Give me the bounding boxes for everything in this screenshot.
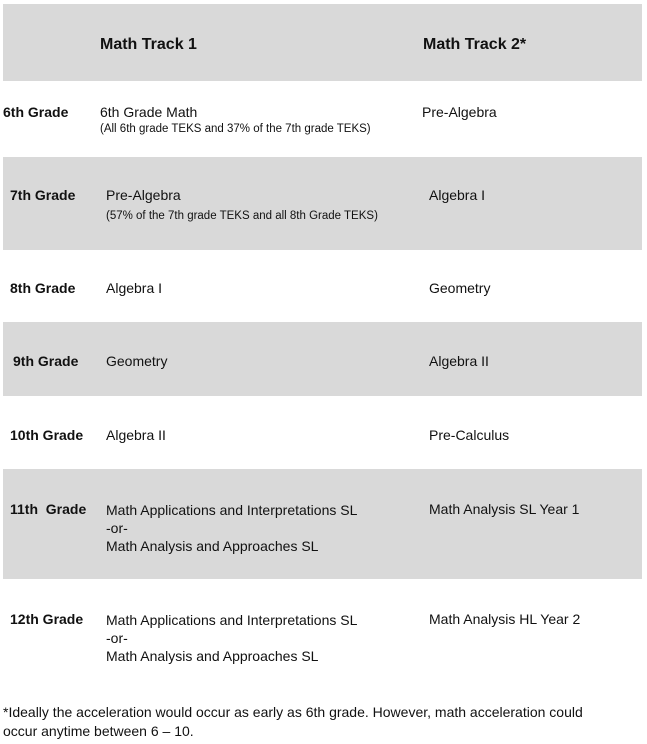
grade-label-11th: 11th Grade xyxy=(10,501,87,517)
grade-label-10th: 10th Grade xyxy=(10,427,84,443)
grade-label-8th: 8th Grade xyxy=(10,280,76,296)
track1-option-line: Math Applications and Interpretations SL xyxy=(106,502,358,518)
track2-course-11th: Math Analysis SL Year 1 xyxy=(429,501,580,517)
track2-course-12th: Math Analysis HL Year 2 xyxy=(429,611,581,627)
grade-label-9th: 9th Grade xyxy=(13,353,79,369)
track2-course-10th: Pre-Calculus xyxy=(429,427,510,443)
track1-note-6th: (All 6th grade TEKS and 37% of the 7th grade TEKS) xyxy=(100,123,371,135)
track1-options-12th xyxy=(106,611,357,665)
header-band xyxy=(3,4,642,81)
track1-course-7th: Pre-Algebra xyxy=(106,187,181,203)
grade-label-7th: 7th Grade xyxy=(10,187,76,203)
grade-label-12th: 12th Grade xyxy=(10,611,84,627)
track2-course-6th: Pre-Algebra xyxy=(422,104,497,120)
footnote: *Ideally the acceleration would occur as early as 6th grade. However, math acceleration could occur anytime between 6 – 10. xyxy=(3,704,583,739)
row-band-7th xyxy=(3,157,642,250)
track2-course-9th: Algebra II xyxy=(429,353,489,369)
track1-course-8th: Algebra I xyxy=(106,280,163,296)
track1-option-line: Math Analysis and Approaches SL xyxy=(106,538,319,554)
column-header-track-2: Math Track 2* xyxy=(423,36,527,53)
track1-course-6th: 6th Grade Math xyxy=(100,104,198,120)
track1-option-or: -or- xyxy=(106,520,128,536)
track1-option-line: Math Analysis and Approaches SL xyxy=(106,648,319,664)
track2-course-8th: Geometry xyxy=(429,280,491,296)
track1-option-or: -or- xyxy=(106,630,128,646)
column-header-track-1: Math Track 1 xyxy=(100,36,197,53)
track1-option-line: Math Applications and Interpretations SL xyxy=(106,612,358,628)
track2-course-7th: Algebra I xyxy=(429,187,486,203)
track1-course-9th: Geometry xyxy=(106,353,168,369)
grade-label-6th: 6th Grade xyxy=(3,104,69,120)
track1-course-10th: Algebra II xyxy=(106,427,166,443)
track1-options-11th xyxy=(106,501,357,555)
track1-note-7th: (57% of the 7th grade TEKS and all 8th Grade TEKS) xyxy=(106,210,378,222)
row-band-9th xyxy=(3,322,642,396)
